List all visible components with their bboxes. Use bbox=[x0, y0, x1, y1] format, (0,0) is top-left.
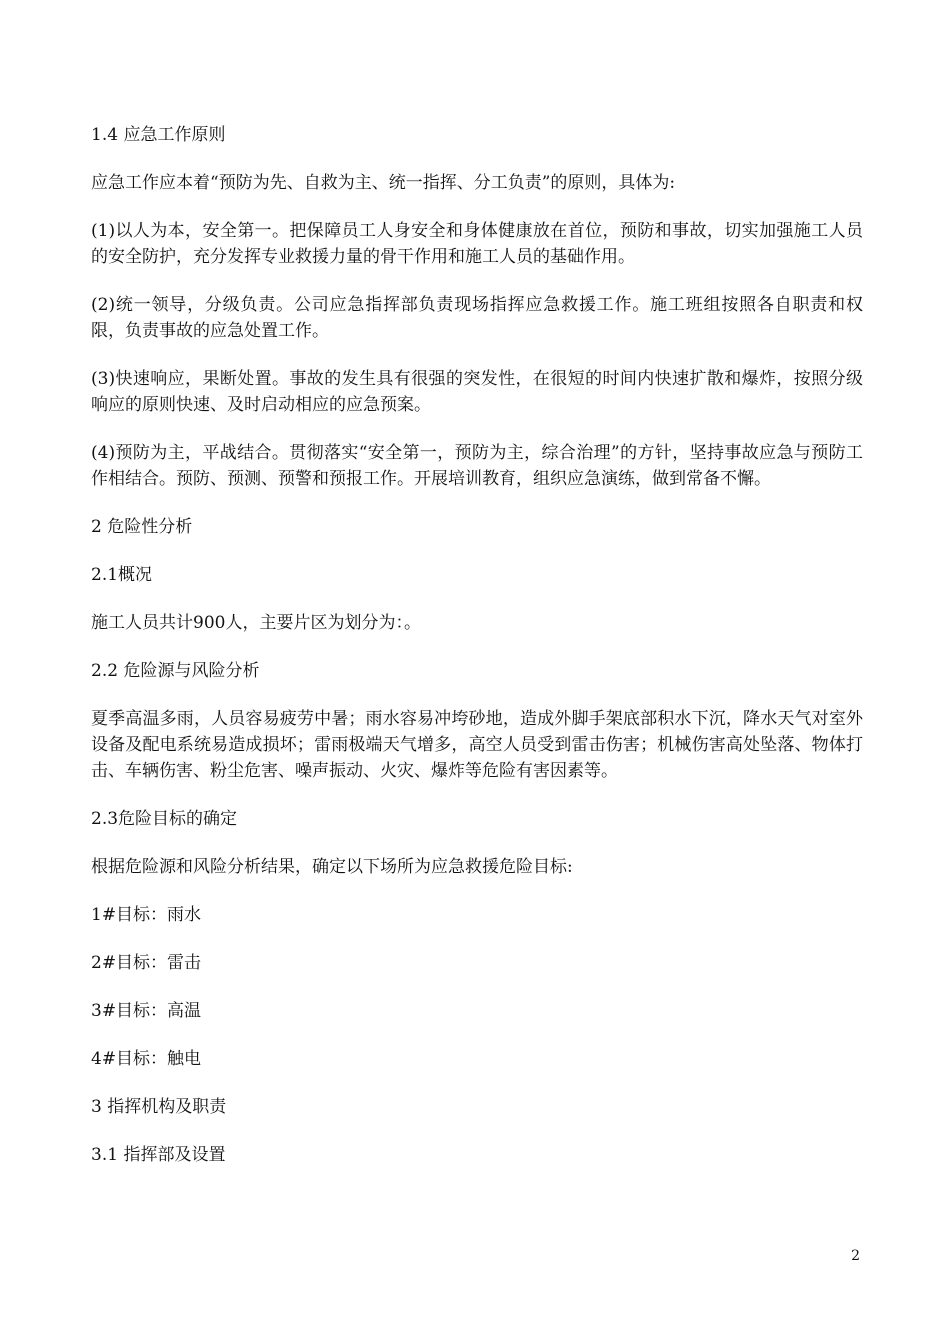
section-heading-1-4: 1.4 应急工作原则 bbox=[91, 125, 226, 145]
principle-2-paragraph: (2)统一领导，分级负责。公司应急指挥部负责现场指挥应急救援工作。施工班组按照各自职责和权限，负责事故的应急处置工作。 bbox=[91, 295, 863, 341]
target-item-2: 2#目标：雷击 bbox=[91, 953, 202, 973]
principle-3-paragraph: (3)快速响应，果断处置。事故的发生具有很强的突发性，在很短的时间内快速扩散和爆炸，按照分级响应的原则快速、及时启动相应的应急预案。 bbox=[91, 369, 863, 415]
overview-paragraph: 施工人员共计900人，主要片区为划分为：。 bbox=[91, 613, 421, 633]
page-number: 2 bbox=[851, 1248, 860, 1264]
target-item-4: 4#目标：触电 bbox=[91, 1049, 202, 1069]
risk-analysis-paragraph: 夏季高温多雨，人员容易疲劳中暑；雨水容易冲垮砂地，造成外脚手架底部积水下沉，降水天气对室外设备及配电系统易造成损坏；雷雨极端天气增多，高空人员受到雷击伤害；机械伤害高处坠落、物体打击、车辆伤害、粉尘危害、噪声振动、火灾、爆炸等危险有害因素等。 bbox=[91, 709, 863, 781]
section-heading-2-2: 2.2 危险源与风险分析 bbox=[91, 661, 260, 681]
principle-1-paragraph: (1)以人为本，安全第一。把保障员工人身安全和身体健康放在首位，预防和事故，切实加强施工人员的安全防护，充分发挥专业救援力量的骨干作用和施工人员的基础作用。 bbox=[91, 221, 863, 267]
section-heading-2-3: 2.3危险目标的确定 bbox=[91, 809, 238, 829]
section-heading-3-1: 3.1 指挥部及设置 bbox=[91, 1145, 226, 1165]
section-heading-3: 3 指挥机构及职责 bbox=[91, 1097, 227, 1117]
targets-intro-paragraph: 根据危险源和风险分析结果，确定以下场所为应急救援危险目标: bbox=[91, 857, 573, 877]
document-body bbox=[91, 122, 863, 1190]
target-item-1: 1#目标：雨水 bbox=[91, 905, 202, 925]
principle-4-paragraph: (4)预防为主，平战结合。贯彻落实“安全第一，预防为主，综合治理”的方针，坚持事故应急与预防工作相结合。预防、预测、预警和预报工作。开展培训教育，组织应急演练，做到常备不懈。 bbox=[91, 443, 863, 489]
target-item-3: 3#目标：高温 bbox=[91, 1001, 202, 1021]
section-heading-2: 2 危险性分析 bbox=[91, 517, 193, 537]
intro-paragraph: 应急工作应本着“预防为先、自救为主、统一指挥、分工负责”的原则，具体为: bbox=[91, 173, 676, 193]
section-heading-2-1: 2.1概况 bbox=[91, 565, 153, 585]
